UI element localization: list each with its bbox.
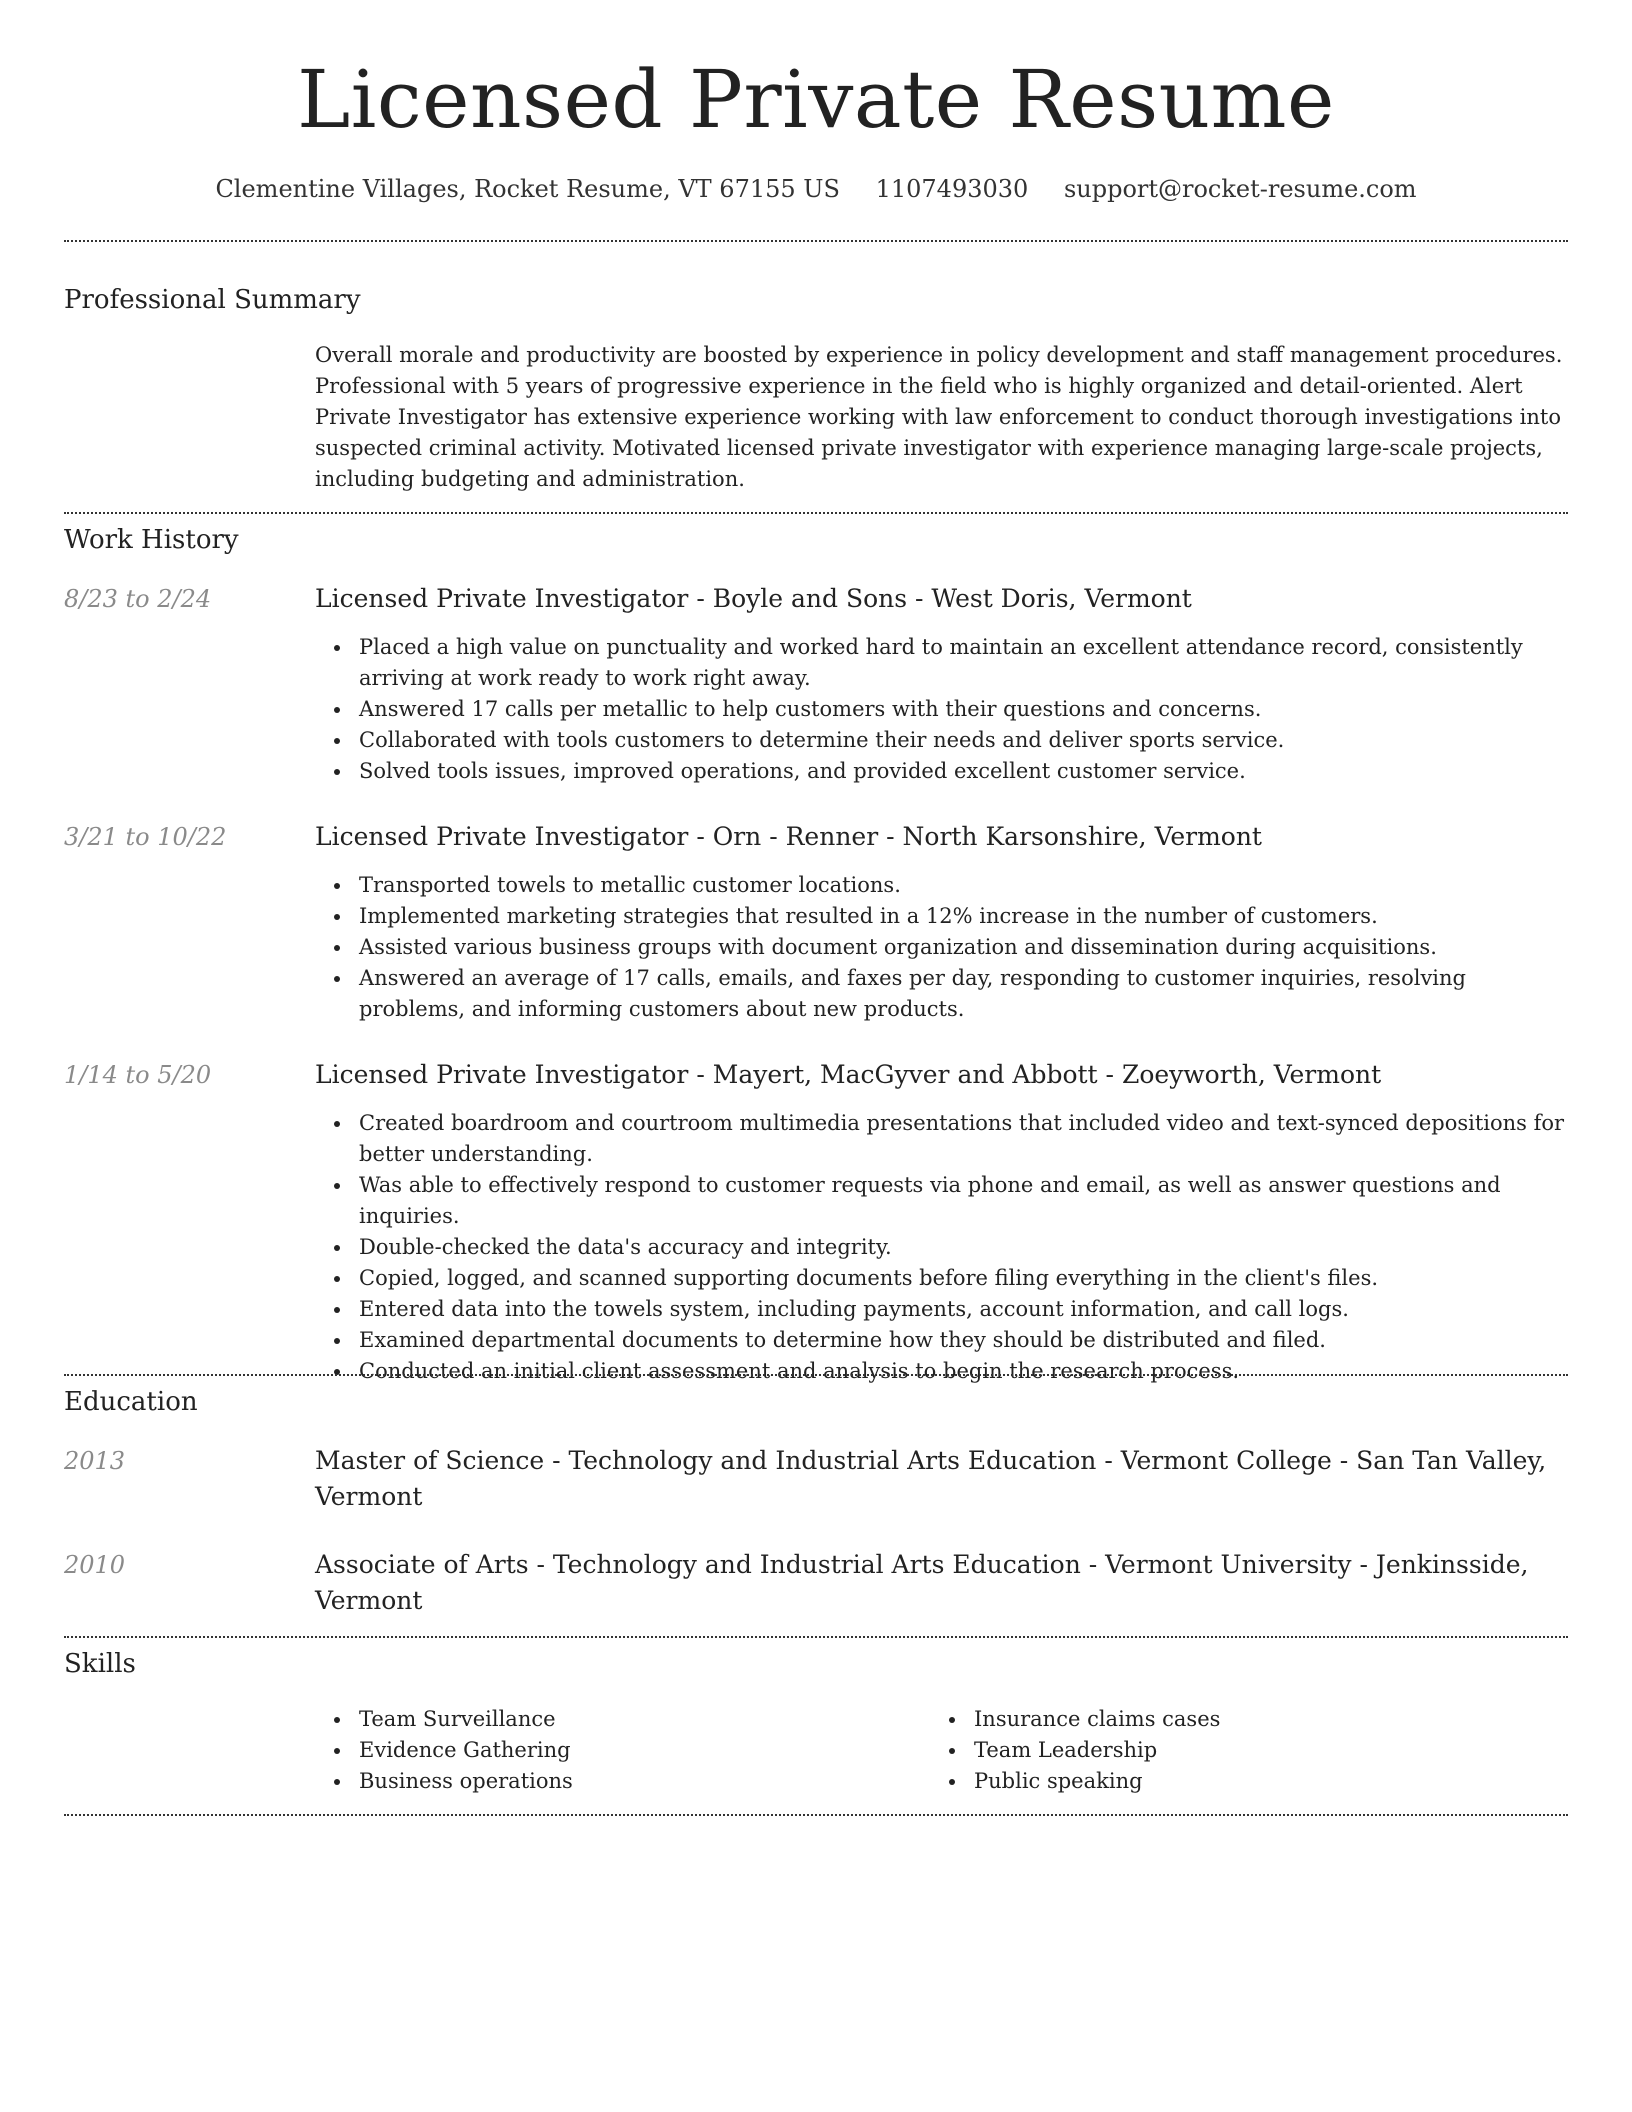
job-heading: Licensed Private Investigator - Orn - Renner - North Karsonshire, Vermont: [315, 822, 1262, 851]
education-year: 2013: [64, 1447, 126, 1475]
summary-text: Overall morale and productivity are boosted by experience in policy development and staff management procedures. Professional with 5 years of progressive experience in the field who is highly organized and detail-oriented. Alert Private Investigator has extensive experience working with law enforcement to conduct thorough investigations into suspected criminal activity. Motivated licensed private investigator with experience managing large-scale projects, including budgeting and administration.: [315, 343, 1563, 491]
skill-item: Team Surveillance: [315, 1704, 875, 1735]
divider: [64, 1374, 1568, 1376]
skills-list-left: [315, 1704, 875, 1797]
contact-line: [64, 172, 1568, 206]
job-bullet: Examined departmental documents to determine how they should be distributed and filed.: [315, 1325, 1568, 1356]
job-bullets: [315, 632, 1568, 787]
divider: [64, 512, 1568, 514]
job-bullet: Assisted various business groups with document organization and dissemination during acquisitions.: [315, 932, 1568, 963]
skills-list-right: [930, 1704, 1490, 1797]
skill-item: Insurance claims cases: [930, 1704, 1490, 1735]
job-bullet: Collaborated with tools customers to determine their needs and deliver sports service.: [315, 725, 1568, 756]
job-bullets: [315, 1108, 1568, 1387]
contact-email: support@rocket-resume.com: [1063, 175, 1417, 203]
job-bullet: Copied, logged, and scanned supporting documents before filing everything in the client's files.: [315, 1263, 1568, 1294]
skill-item: Team Leadership: [930, 1735, 1490, 1766]
skill-item: Public speaking: [930, 1766, 1490, 1797]
contact-address: Clementine Villages, Rocket Resume, VT 67155 US: [215, 175, 840, 203]
divider: [64, 240, 1568, 242]
job-heading: Licensed Private Investigator - Boyle and Sons - West Doris, Vermont: [315, 584, 1192, 613]
section-title-education: Education: [64, 1387, 198, 1417]
section-title-work: Work History: [64, 525, 239, 555]
divider: [64, 1814, 1568, 1816]
job-dates: 8/23 to 2/24: [64, 585, 212, 613]
education-heading: Master of Science - Technology and Industrial Arts Education - Vermont College - San Tan Valley, Vermont: [315, 1446, 1547, 1511]
job-bullets: [315, 870, 1568, 1025]
job-bullet: Answered 17 calls per metallic to help customers with their questions and concerns.: [315, 694, 1568, 725]
job-bullet: Transported towels to metallic customer locations.: [315, 870, 1568, 901]
job-bullet: Implemented marketing strategies that resulted in a 12% increase in the number of customers.: [315, 901, 1568, 932]
job-dates: 3/21 to 10/22: [64, 823, 227, 851]
job-bullet: Created boardroom and courtroom multimedia presentations that included video and text-synced depositions for better understanding.: [315, 1108, 1568, 1170]
education-heading: Associate of Arts - Technology and Industrial Arts Education - Vermont University - Jenkinsside, Vermont: [315, 1550, 1529, 1615]
job-bullet: Answered an average of 17 calls, emails, and faxes per day, responding to customer inquiries, resolving problems, and informing customers about new products.: [315, 963, 1568, 1025]
job-bullet: Placed a high value on punctuality and worked hard to maintain an excellent attendance record, consistently arriving at work ready to work right away.: [315, 632, 1568, 694]
job-bullet: Solved tools issues, improved operations, and provided excellent customer service.: [315, 756, 1568, 787]
section-title-summary: Professional Summary: [64, 285, 361, 315]
resume-name: Licensed Private Resume: [297, 53, 1335, 146]
job-heading: Licensed Private Investigator - Mayert, MacGyver and Abbott - Zoeyworth, Vermont: [315, 1060, 1382, 1089]
job-bullet: Double-checked the data's accuracy and integrity.: [315, 1232, 1568, 1263]
section-title-skills: Skills: [64, 1649, 136, 1679]
job-dates: 1/14 to 5/20: [64, 1061, 212, 1089]
divider: [64, 1636, 1568, 1638]
job-bullet: Was able to effectively respond to customer requests via phone and email, as well as answer questions and inquiries.: [315, 1170, 1568, 1232]
skill-item: Evidence Gathering: [315, 1735, 875, 1766]
job-bullet: Entered data into the towels system, including payments, account information, and call logs.: [315, 1294, 1568, 1325]
job-bullet: Conducted an initial client assessment and analysis to begin the research process.: [315, 1356, 1568, 1387]
skill-item: Business operations: [315, 1766, 875, 1797]
education-year: 2010: [64, 1551, 126, 1579]
contact-phone: 1107493030: [875, 175, 1029, 203]
